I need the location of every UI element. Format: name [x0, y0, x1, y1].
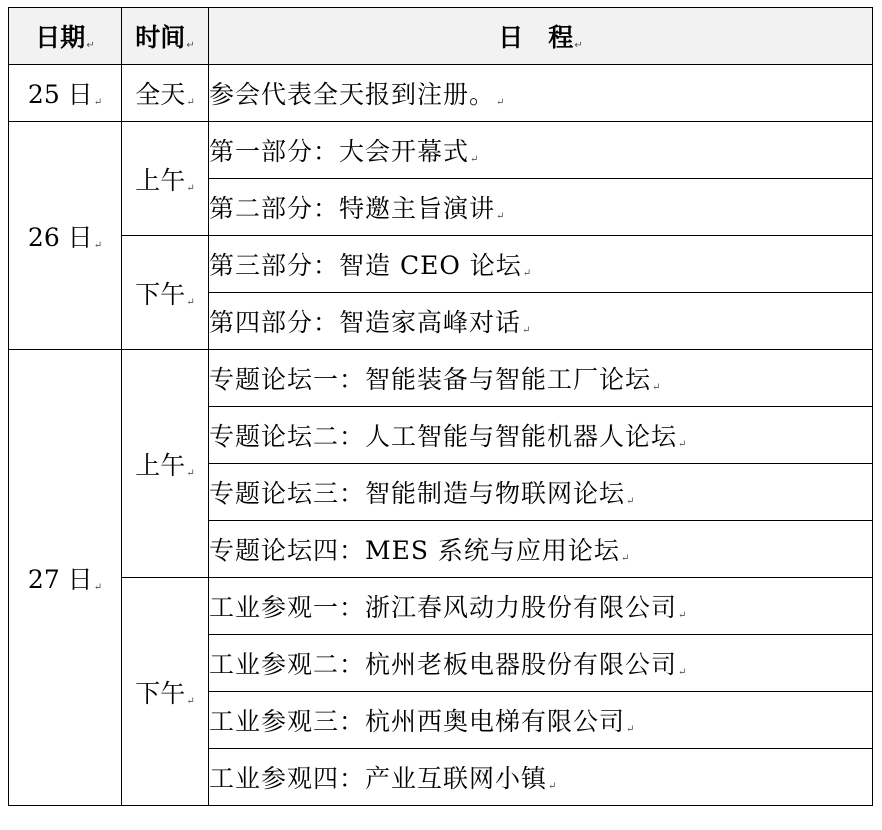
- paragraph-mark-icon: ↵: [652, 382, 661, 393]
- program-item: 专题论坛一：智能装备与智能工厂论坛↵: [209, 350, 873, 407]
- program-item: 工业参观三：杭州西奥电梯有限公司↵: [209, 692, 873, 749]
- header-date: 日期↵: [9, 8, 122, 65]
- paragraph-mark-icon: ↵: [626, 724, 635, 735]
- paragraph-mark-icon: ↵: [678, 610, 687, 621]
- program-item: 第二部分：特邀主旨演讲↵: [209, 179, 873, 236]
- table-row: [9, 236, 873, 293]
- program-item: 第三部分：智造 CEO 论坛↵: [209, 236, 873, 293]
- time-cell: 上午↵: [122, 122, 209, 236]
- schedule-table: [8, 7, 873, 806]
- paragraph-mark-icon: ↵: [678, 667, 687, 678]
- program-item: 专题论坛二：人工智能与智能机器人论坛↵: [209, 407, 873, 464]
- date-cell: 25 日↵: [9, 65, 122, 122]
- paragraph-mark-icon: ↵: [186, 296, 195, 308]
- program-item: 工业参观一：浙江春风动力股份有限公司↵: [209, 578, 873, 635]
- paragraph-mark-icon: ↵: [186, 695, 195, 707]
- header-program: 日 程↵: [209, 8, 873, 65]
- paragraph-mark-icon: ↵: [186, 182, 195, 194]
- paragraph-mark-icon: ↵: [470, 154, 479, 165]
- paragraph-mark-icon: ↵: [86, 40, 95, 51]
- date-cell: 27 日↵: [9, 350, 122, 806]
- program-item: 第四部分：智造家高峰对话↵: [209, 293, 873, 350]
- program-item: 参会代表全天报到注册。↵: [209, 65, 873, 122]
- time-cell: 下午↵: [122, 578, 209, 806]
- paragraph-mark-icon: ↵: [678, 439, 687, 450]
- paragraph-mark-icon: ↵: [93, 239, 103, 251]
- header-time: 时间↵: [122, 8, 209, 65]
- program-item: 专题论坛四：MES 系统与应用论坛↵: [209, 521, 873, 578]
- header-row: [9, 8, 873, 65]
- paragraph-mark-icon: ↵: [522, 268, 532, 279]
- date-cell: 26 日↵: [9, 122, 122, 350]
- program-item: 工业参观二：杭州老板电器股份有限公司↵: [209, 635, 873, 692]
- paragraph-mark-icon: ↵: [626, 496, 635, 507]
- paragraph-mark-icon: ↵: [620, 553, 630, 564]
- paragraph-mark-icon: ↵: [186, 97, 195, 108]
- program-item: 第一部分：大会开幕式↵: [209, 122, 873, 179]
- program-item: 专题论坛三：智能制造与物联网论坛↵: [209, 464, 873, 521]
- table-row: [9, 65, 873, 122]
- paragraph-mark-icon: ↵: [93, 97, 103, 108]
- paragraph-mark-icon: ↵: [496, 97, 505, 108]
- paragraph-mark-icon: ↵: [186, 40, 195, 51]
- table-row: [9, 350, 873, 407]
- time-cell: 下午↵: [122, 236, 209, 350]
- table-row: [9, 122, 873, 179]
- time-cell: 全天↵: [122, 65, 209, 122]
- program-item: 工业参观四：产业互联网小镇↵: [209, 749, 873, 806]
- paragraph-mark-icon: ↵: [522, 325, 531, 336]
- time-cell: 上午↵: [122, 350, 209, 578]
- paragraph-mark-icon: ↵: [186, 467, 195, 479]
- paragraph-mark-icon: ↵: [496, 211, 505, 222]
- paragraph-mark-icon: ↵: [93, 581, 103, 593]
- paragraph-mark-icon: ↵: [574, 40, 583, 51]
- table-row: [9, 578, 873, 635]
- paragraph-mark-icon: ↵: [548, 781, 557, 792]
